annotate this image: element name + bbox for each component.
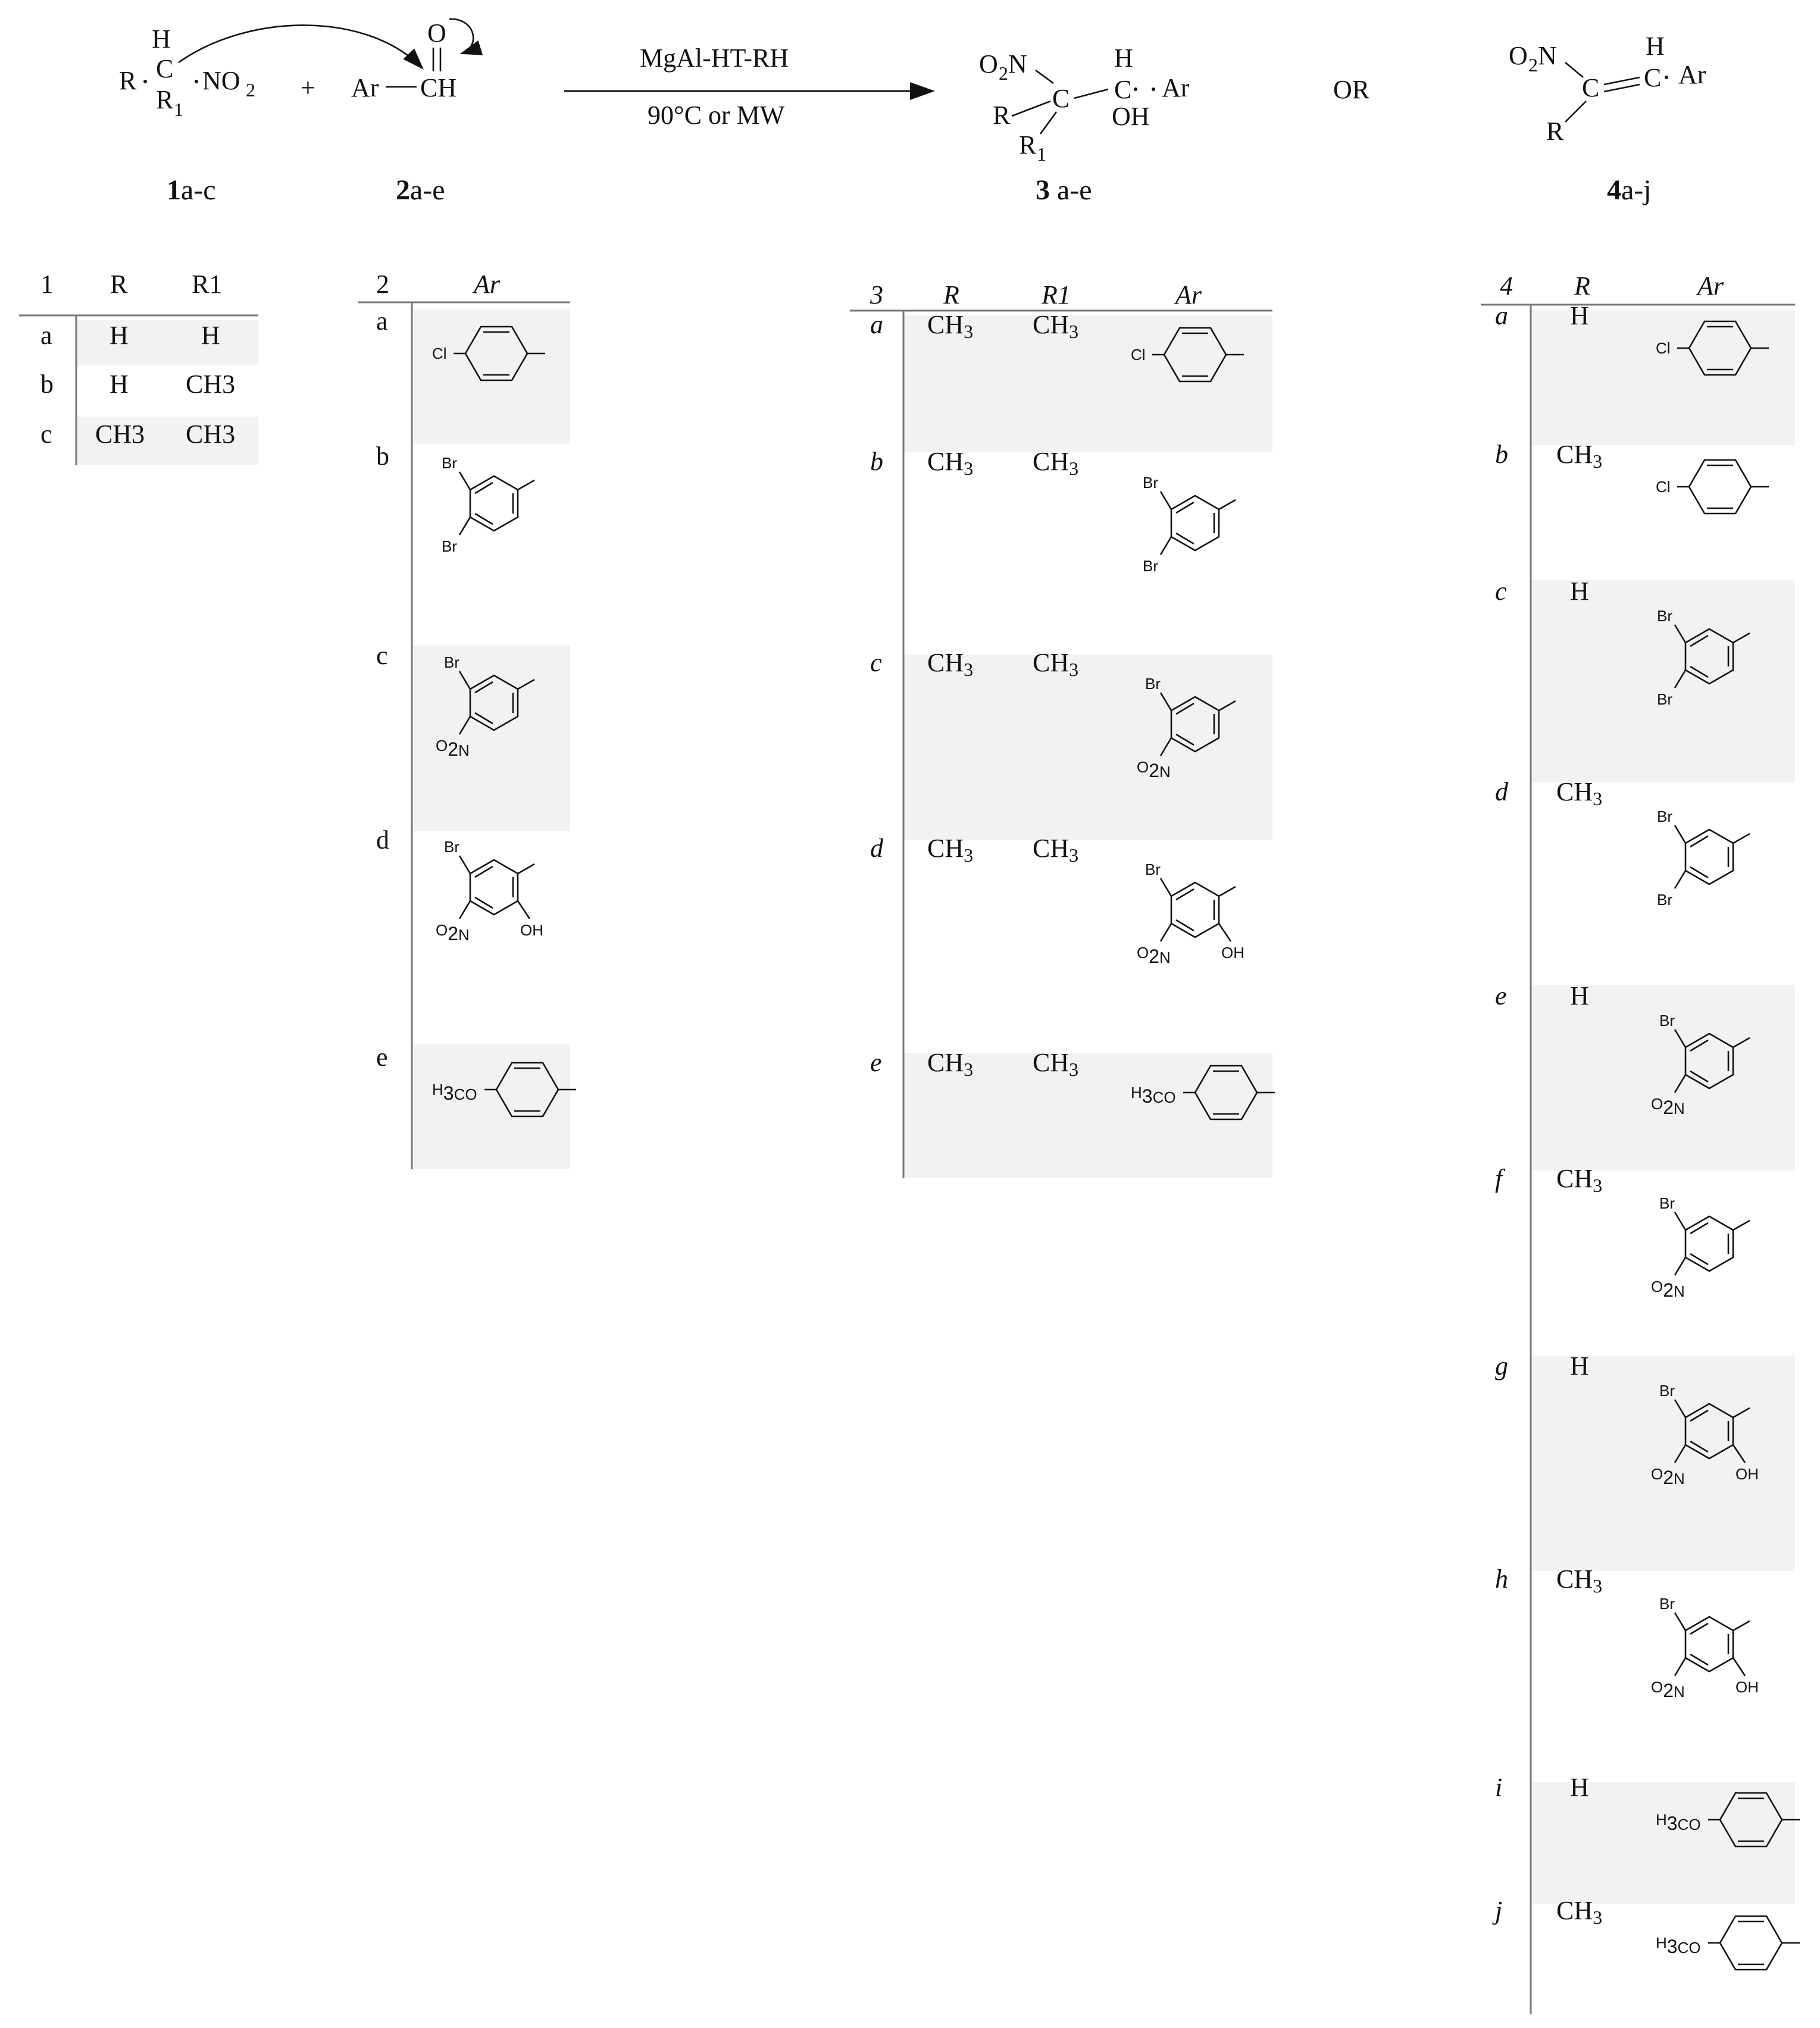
benzene-ring-icon [459, 856, 534, 919]
aryl-structure [1656, 1916, 1800, 1970]
table-1-row [40, 370, 235, 399]
svg-text:O: O [979, 49, 998, 79]
table-1-header-id: 1 [40, 270, 54, 299]
svg-text:NO: NO [202, 66, 240, 95]
row-id: e [376, 1043, 388, 1072]
row-id: d [870, 834, 883, 863]
methoxy-label: H3CO [432, 1081, 477, 1104]
benzene-ring-icon [459, 472, 534, 535]
chloro-label: Cl [1656, 339, 1671, 357]
row-id: j [1495, 1896, 1503, 1925]
chloro-label: Cl [1656, 478, 1671, 496]
table-4-row [1495, 1564, 1759, 1701]
table-3-row [870, 447, 1236, 575]
table-4-row [1495, 440, 1769, 514]
svg-text:CH: CH [420, 73, 457, 102]
table-3-header-r1: R1 [1042, 280, 1071, 309]
svg-text:1: 1 [1037, 143, 1046, 165]
benzene-ring-icon [1675, 825, 1750, 888]
row-r: H [1570, 981, 1589, 1010]
svg-text:R: R [119, 66, 137, 95]
row-r: CH3 [1556, 1564, 1603, 1597]
table-2-header-ar: Ar [474, 270, 500, 299]
hydroxyl-label: OH [1221, 944, 1244, 962]
table-4-header-id: 4 [1500, 271, 1513, 301]
row-id: a [1495, 301, 1508, 330]
svg-text:Ar: Ar [351, 73, 379, 102]
bromo-label: Br [1659, 1595, 1675, 1613]
table-3-header-id: 3 [870, 280, 883, 309]
row-r: H [1570, 577, 1589, 606]
methoxy-label: H3CO [1131, 1084, 1176, 1107]
row-r1: CH3 [1033, 648, 1079, 680]
bromo-label: Br [1657, 891, 1672, 909]
row-id: c [1495, 577, 1507, 606]
methoxy-label: H3CO [1656, 1811, 1701, 1834]
table-3-header-r: R [943, 280, 959, 309]
table-2-aldehydes [358, 270, 576, 1169]
svg-text:O: O [427, 18, 446, 48]
nitro-label: O2N [436, 921, 470, 944]
bromo-label: Br [1145, 860, 1161, 878]
hydroxyl-label: OH [1735, 1678, 1759, 1696]
table-3-row [870, 834, 1244, 967]
svg-text:H: H [1646, 32, 1665, 61]
label-3a-e: 3 a-e [1036, 174, 1092, 206]
table-4-row [1492, 1896, 1800, 1970]
svg-text:C: C [1114, 75, 1132, 104]
row-id: e [1495, 981, 1507, 1010]
bromo-label: Br [1143, 474, 1158, 492]
row-r: CH3 [927, 1048, 974, 1080]
svg-text:N: N [1538, 41, 1557, 70]
row-id: b [870, 447, 883, 476]
row-r1: CH3 [1033, 310, 1079, 342]
aryl-structure [436, 838, 543, 944]
product-3-structure [979, 43, 1190, 165]
benzene-ring-icon [1675, 1613, 1750, 1676]
row-id: a [870, 310, 883, 339]
svg-text:C: C [1582, 73, 1600, 102]
svg-text:1: 1 [174, 99, 183, 120]
chloro-label: Cl [1131, 346, 1146, 364]
benzene-ring-icon [1675, 1212, 1750, 1275]
svg-text:C: C [156, 54, 174, 83]
row-r: CH3 [1556, 777, 1603, 809]
nitro-label: O2N [1651, 1278, 1685, 1301]
chloro-label: Cl [432, 345, 447, 362]
bromo-label: Br [444, 653, 459, 671]
methoxy-label: H3CO [1656, 1934, 1701, 1957]
row-r: H [1570, 301, 1589, 330]
row-id: c [40, 420, 52, 449]
nitro-label: O2N [1651, 1465, 1685, 1488]
bromo-label: Br [1659, 1194, 1675, 1212]
row-id: e [870, 1048, 882, 1077]
row-r: CH3 [1556, 1896, 1603, 1928]
row-r: CH3 [1556, 1164, 1603, 1196]
bromo-label: Br [1659, 1012, 1675, 1029]
row-id: b [376, 442, 389, 471]
svg-text:2: 2 [246, 79, 255, 101]
nitro-label: O2N [1651, 1095, 1685, 1118]
nitro-label: O2N [1651, 1678, 1685, 1701]
hydroxyl-label: OH [1735, 1465, 1759, 1483]
svg-text:H: H [1114, 43, 1133, 73]
reaction-scheme [119, 18, 1706, 206]
svg-text:OH: OH [1112, 102, 1150, 131]
row-r: CH3 [927, 834, 974, 866]
conditions-label: 90°C or MW [648, 101, 785, 130]
row-id: a [40, 321, 52, 350]
svg-text:H: H [152, 24, 171, 54]
benzene-ring-icon [1161, 492, 1236, 555]
row-id: b [1495, 440, 1508, 469]
svg-text:C: C [1052, 84, 1070, 113]
nitro-label: O2N [1137, 758, 1171, 781]
table-4-row [1495, 1164, 1750, 1301]
row-id: g [1495, 1351, 1508, 1381]
label-1a-c: 1a-c [167, 174, 216, 206]
row-r: CH3 [1556, 440, 1603, 472]
row-id: d [1495, 777, 1508, 806]
svg-text:Ar: Ar [1678, 60, 1706, 89]
reactant-1-structure [119, 24, 423, 120]
row-r: CH3 [927, 648, 974, 680]
reactant-2-structure [351, 18, 473, 102]
row-r1: CH3 [1033, 1048, 1079, 1080]
bromo-label: Br [442, 454, 457, 472]
row-r: H [1570, 1773, 1589, 1802]
aryl-structure [1137, 860, 1244, 967]
bromo-label: Br [1145, 675, 1161, 693]
svg-text:2: 2 [1528, 54, 1538, 76]
benzene-ring-icon [1161, 878, 1236, 941]
catalyst-label: MgAl-HT-RH [640, 43, 789, 73]
svg-text:R: R [1546, 117, 1564, 146]
table-4-header-r: R [1574, 271, 1590, 301]
row-r1: CH3 [1033, 834, 1079, 866]
row-r: H [110, 321, 129, 350]
row-r: H [110, 370, 129, 399]
aryl-structure [1657, 808, 1750, 909]
row-id: a [376, 306, 388, 336]
table-2-header-id: 2 [376, 270, 389, 299]
row-r: CH3 [927, 310, 974, 342]
reaction-arrow [564, 43, 933, 130]
aryl-structure [442, 454, 534, 555]
or-text: OR [1333, 75, 1370, 104]
table-1-header-r: R [110, 270, 128, 299]
nitro-label: O2N [436, 737, 470, 760]
aryl-structure [1651, 1194, 1750, 1301]
bromo-label: Br [442, 537, 457, 555]
table-4-row [1495, 777, 1750, 909]
table-3-header-ar: Ar [1175, 280, 1202, 309]
bromo-label: Br [1657, 808, 1672, 825]
benzene-ring-icon [1720, 1916, 1800, 1970]
aryl-structure [1651, 1595, 1759, 1701]
benzene-ring-icon [1689, 460, 1769, 514]
bromo-label: Br [1143, 557, 1158, 575]
row-r1: CH3 [1033, 447, 1079, 479]
row-r1: H [201, 321, 220, 350]
table-1-substituents [19, 270, 258, 465]
svg-text:Ar: Ar [1162, 73, 1190, 102]
table-3-nitroalcohols [850, 280, 1275, 1178]
row-r1: CH3 [186, 420, 236, 449]
bromo-label: Br [1657, 607, 1672, 625]
svg-text:N: N [1008, 49, 1027, 79]
table-4-header-ar: Ar [1697, 271, 1724, 301]
plus-sign: + [301, 73, 315, 102]
row-id: f [1495, 1164, 1503, 1193]
compound-labels [167, 174, 1652, 206]
aryl-structure [1656, 460, 1769, 514]
row-id: d [376, 825, 389, 855]
table-2-row [376, 442, 534, 555]
row-r: CH3 [927, 447, 974, 479]
table-2-row [376, 825, 543, 944]
svg-text:R: R [993, 101, 1011, 130]
svg-text:C: C [1644, 63, 1662, 92]
product-4-structure [1509, 32, 1706, 146]
svg-text:R: R [1019, 130, 1037, 159]
svg-text:R: R [156, 85, 174, 114]
bromo-label: Br [444, 838, 459, 856]
row-id: h [1495, 1564, 1508, 1594]
hydroxyl-label: OH [520, 921, 543, 939]
label-4a-j: 4a-j [1607, 174, 1652, 206]
row-r: CH3 [95, 420, 145, 449]
svg-text:O: O [1509, 41, 1528, 70]
row-id: c [870, 648, 882, 677]
svg-text:2: 2 [999, 62, 1008, 84]
label-2a-e: 2a-e [396, 174, 445, 206]
row-r1: CH3 [186, 370, 236, 399]
table-4-nitroalkenes [1481, 271, 1800, 2014]
table-1-row [40, 420, 235, 449]
row-id: b [40, 370, 54, 399]
table-1-header-r1: R1 [192, 270, 223, 299]
aryl-structure [1143, 474, 1236, 575]
row-id: c [376, 641, 388, 670]
bromo-label: Br [1657, 690, 1672, 708]
nitro-label: O2N [1137, 944, 1171, 967]
row-r: H [1570, 1351, 1589, 1381]
row-id: i [1495, 1773, 1503, 1802]
bromo-label: Br [1659, 1382, 1675, 1400]
